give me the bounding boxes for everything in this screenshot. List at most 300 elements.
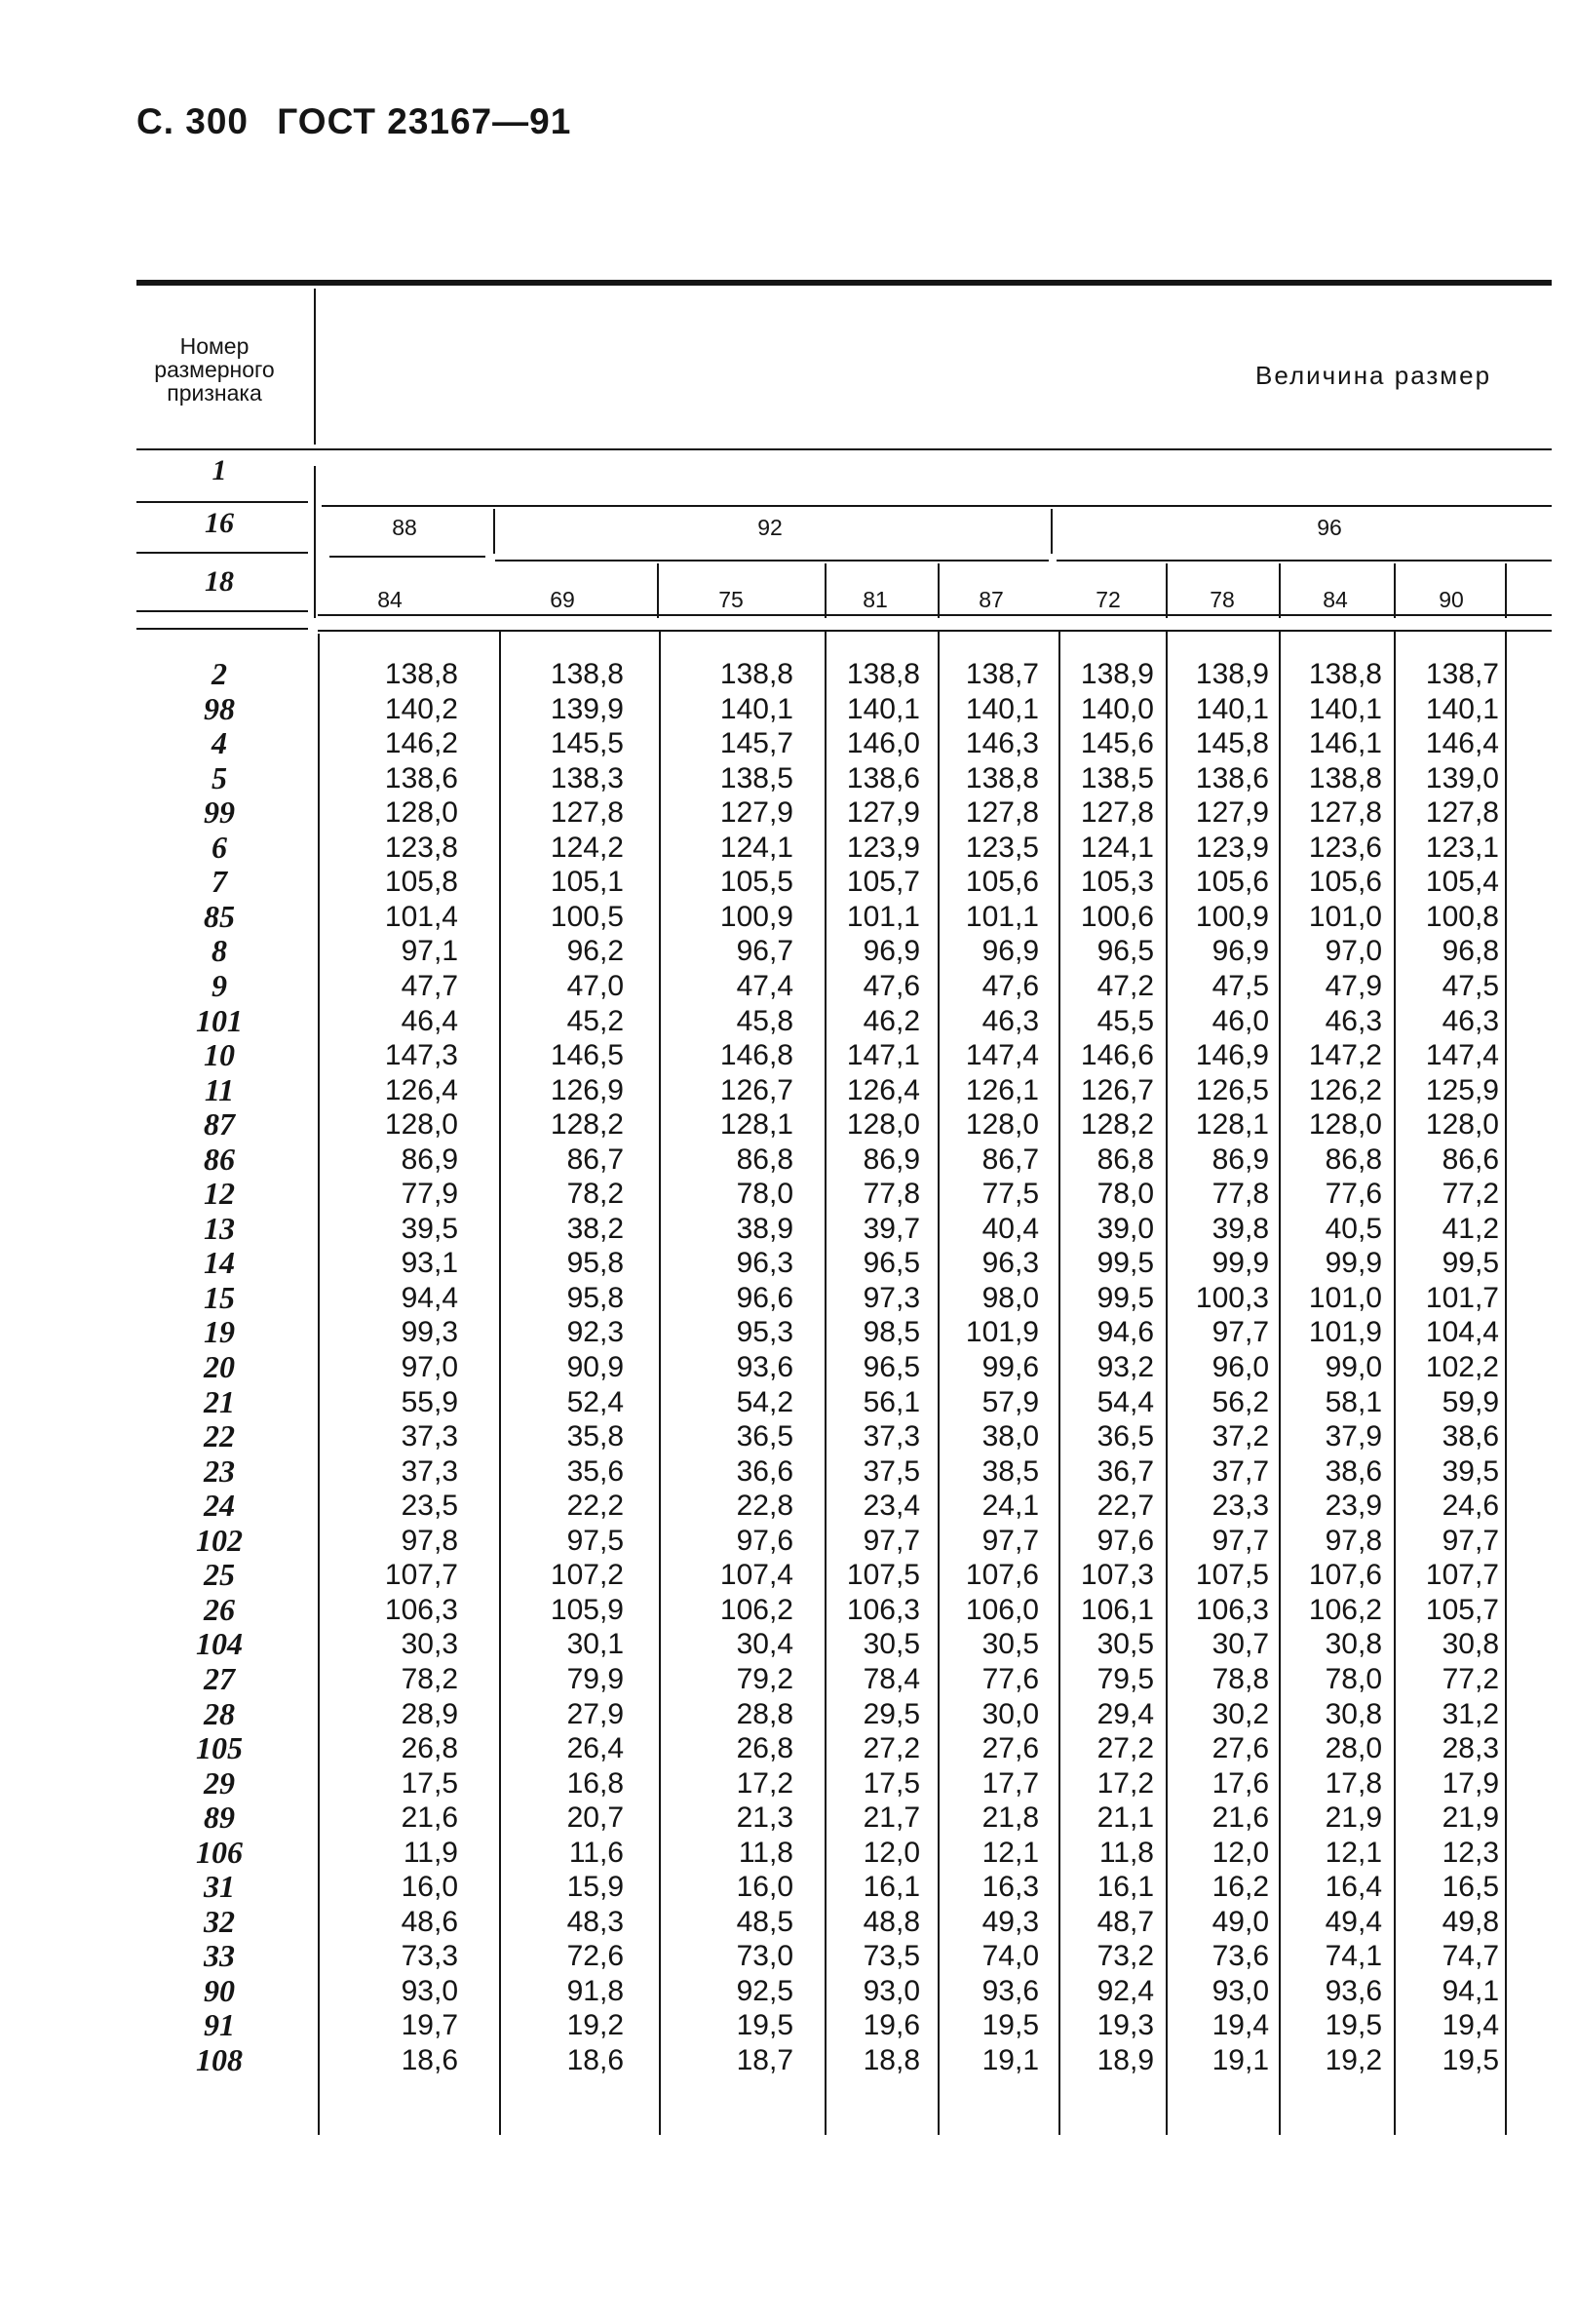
table-cell: 47,6	[981, 970, 1039, 1002]
table-cell: 29,5	[863, 1697, 920, 1730]
table-cell: 123,6	[1308, 831, 1382, 864]
table-cell: 104,4	[1425, 1316, 1499, 1349]
table-cell: 101,1	[846, 900, 920, 933]
table-cell: 127,8	[1308, 796, 1382, 830]
header-value: 84	[377, 587, 403, 612]
table-cell: 93,6	[981, 1974, 1039, 2007]
table-cell: 48,5	[736, 1905, 793, 1938]
table-cell: 21,7	[863, 1801, 920, 1835]
table-cell: 38,5	[981, 1454, 1039, 1488]
table-cell: 77,5	[981, 1178, 1039, 1211]
row-number: 98	[204, 690, 235, 726]
header-value: 72	[1096, 587, 1121, 612]
table-cell: 27,2	[863, 1732, 920, 1764]
table-cell: 96,6	[736, 1281, 793, 1314]
table-cell: 77,6	[1325, 1178, 1382, 1211]
table-cell: 86,7	[981, 1143, 1039, 1176]
table-cell: 97,0	[1325, 935, 1382, 968]
table-cell: 28,0	[1325, 1732, 1382, 1764]
row-number: 29	[204, 1764, 235, 1801]
table-cell: 96,2	[566, 935, 624, 968]
table-cell: 46,4	[401, 1004, 458, 1037]
table-cell: 124,1	[1080, 831, 1154, 864]
table-cell: 128,0	[1425, 1108, 1499, 1142]
table-cell: 99,9	[1212, 1247, 1269, 1280]
table-cell: 123,5	[965, 831, 1039, 864]
table-cell: 86,7	[566, 1143, 624, 1176]
table-cell: 37,2	[1212, 1420, 1269, 1453]
page-number: С. 300	[136, 101, 250, 141]
table-cell: 147,4	[965, 1039, 1039, 1071]
table-cell: 30,5	[1096, 1628, 1154, 1661]
table-cell: 100,9	[1195, 900, 1269, 933]
header-row-label: 18	[205, 565, 234, 598]
table-cell: 105,6	[1195, 866, 1269, 899]
table-cell: 96,7	[736, 935, 793, 968]
table-cell: 127,9	[1195, 796, 1269, 830]
row-number: 23	[204, 1452, 235, 1489]
table-cell: 30,5	[863, 1628, 920, 1661]
table-cell: 99,3	[401, 1316, 458, 1349]
table-cell: 105,6	[1308, 866, 1382, 899]
table-cell: 146,1	[1308, 727, 1382, 760]
table-cell: 95,8	[566, 1247, 624, 1280]
table-cell: 93,0	[1212, 1974, 1269, 2007]
table-cell: 105,1	[550, 866, 624, 899]
table-cell: 107,6	[965, 1559, 1039, 1592]
row-number: 22	[204, 1418, 235, 1454]
table-cell: 17,6	[1212, 1766, 1269, 1800]
table-cell: 97,0	[401, 1351, 458, 1383]
row-number: 90	[204, 1972, 235, 2008]
table-cell: 97,8	[1325, 1524, 1382, 1557]
table-cell: 19,6	[863, 2009, 920, 2042]
table-cell: 128,0	[384, 1108, 458, 1142]
table-cell: 126,2	[1308, 1073, 1382, 1106]
table-cell: 16,0	[401, 1871, 458, 1904]
column-divider	[1166, 630, 1168, 2135]
row-number: 25	[204, 1557, 235, 1593]
table-cell: 101,1	[965, 900, 1039, 933]
header-rule	[329, 556, 485, 558]
table-cell: 19,7	[401, 2009, 458, 2042]
table-cell: 77,8	[863, 1178, 920, 1211]
table-cell: 37,3	[401, 1420, 458, 1453]
table-cell: 95,3	[736, 1316, 793, 1349]
table-cell: 96,5	[863, 1351, 920, 1383]
table-cell: 138,3	[550, 761, 624, 794]
table-cell: 127,9	[719, 796, 793, 830]
table-cell: 123,8	[384, 831, 458, 864]
header-value: 75	[718, 587, 744, 612]
table-cell: 105,3	[1080, 866, 1154, 899]
table-cell: 86,9	[863, 1143, 920, 1176]
table-cell: 11,9	[403, 1836, 458, 1869]
table-cell: 97,7	[1442, 1524, 1499, 1557]
table-cell: 12,1	[981, 1836, 1039, 1869]
table-cell: 47,9	[1325, 970, 1382, 1002]
table-cell: 77,2	[1442, 1662, 1499, 1695]
header-value: 90	[1439, 587, 1464, 612]
table-cell: 97,1	[401, 935, 458, 968]
table-cell: 97,6	[736, 1524, 793, 1557]
table-cell: 38,2	[566, 1212, 624, 1245]
table-cell: 11,8	[1098, 1836, 1154, 1869]
column-divider	[825, 630, 827, 2135]
table-cell: 36,5	[1096, 1420, 1154, 1453]
table-cell: 146,9	[1195, 1039, 1269, 1071]
table-cell: 17,7	[981, 1766, 1039, 1800]
table-cell: 18,7	[736, 2044, 793, 2076]
table-cell: 97,7	[1212, 1524, 1269, 1557]
table-cell: 96,3	[981, 1247, 1039, 1280]
table-cell: 49,8	[1442, 1905, 1499, 1938]
table-cell: 105,6	[965, 866, 1039, 899]
row-number: 6	[212, 829, 227, 865]
row-number: 89	[204, 1800, 235, 1836]
column-divider	[825, 563, 827, 618]
table-cell: 16,0	[736, 1871, 793, 1904]
table-cell: 99,0	[1325, 1351, 1382, 1383]
header-value: 84	[1323, 587, 1348, 612]
table-cell: 23,3	[1212, 1490, 1269, 1523]
table-cell: 97,7	[863, 1524, 920, 1557]
table-cell: 128,0	[1308, 1108, 1382, 1142]
table-cell: 48,6	[401, 1905, 458, 1938]
table-cell: 145,7	[719, 727, 793, 760]
table-cell: 99,5	[1442, 1247, 1499, 1280]
table-cell: 19,3	[1096, 2009, 1154, 2042]
row-number: 99	[204, 794, 235, 831]
table-cell: 147,3	[384, 1039, 458, 1071]
row-number: 85	[204, 898, 235, 934]
row-number: 12	[204, 1176, 235, 1212]
table-cell: 77,2	[1442, 1178, 1499, 1211]
table-cell: 96,9	[863, 935, 920, 968]
table-cell: 23,5	[401, 1490, 458, 1523]
table-cell: 127,8	[1080, 796, 1154, 830]
table-cell: 48,3	[566, 1905, 624, 1938]
table-cell: 28,8	[736, 1697, 793, 1730]
stub-divider	[318, 634, 320, 2135]
row-number: 87	[204, 1106, 235, 1143]
table-cell: 94,6	[1096, 1316, 1154, 1349]
table-cell: 12,3	[1442, 1836, 1499, 1869]
table-cell: 138,8	[384, 658, 458, 690]
table-cell: 47,5	[1212, 970, 1269, 1002]
table-cell: 126,4	[846, 1073, 920, 1106]
table-cell: 107,7	[384, 1559, 458, 1592]
row-number: 15	[204, 1279, 235, 1315]
table-cell: 12,0	[863, 1836, 920, 1869]
table-cell: 107,6	[1308, 1559, 1382, 1592]
table-cell: 128,1	[719, 1108, 793, 1142]
table-cell: 123,9	[846, 831, 920, 864]
column-divider	[493, 509, 495, 554]
table-cell: 19,2	[566, 2009, 624, 2042]
table-cell: 78,0	[1325, 1662, 1382, 1695]
table-cell: 45,2	[566, 1004, 624, 1037]
header-value: 87	[979, 587, 1004, 612]
row-number: 10	[204, 1037, 235, 1072]
row-number: 104	[196, 1626, 243, 1662]
table-cell: 23,4	[863, 1490, 920, 1523]
table-cell: 49,4	[1325, 1905, 1382, 1938]
table-cell: 138,7	[1425, 658, 1499, 690]
header-rule	[495, 560, 1049, 562]
table-cell: 146,2	[384, 727, 458, 760]
table-cell: 128,0	[846, 1108, 920, 1142]
table-cell: 146,8	[719, 1039, 793, 1071]
table-cell: 31,2	[1442, 1697, 1499, 1730]
table-cell: 106,3	[1195, 1593, 1269, 1626]
table-cell: 56,2	[1212, 1385, 1269, 1418]
table-cell: 125,9	[1425, 1073, 1499, 1106]
table-cell: 29,4	[1096, 1697, 1154, 1730]
page-header	[136, 101, 589, 142]
table-cell: 47,0	[566, 970, 624, 1002]
table-cell: 16,8	[566, 1766, 624, 1800]
table-cell: 97,6	[1096, 1524, 1154, 1557]
row-number: 32	[204, 1903, 235, 1939]
table-cell: 26,8	[401, 1732, 458, 1764]
table-cell: 37,7	[1212, 1454, 1269, 1488]
row-number: 105	[196, 1730, 243, 1765]
table-cell: 39,8	[1212, 1212, 1269, 1245]
table-cell: 16,3	[981, 1871, 1039, 1904]
table-cell: 140,1	[1308, 692, 1382, 725]
row-number: 26	[204, 1591, 235, 1627]
body-rule	[136, 628, 308, 630]
table-cell: 106,1	[1080, 1593, 1154, 1626]
table-cell: 26,8	[736, 1732, 793, 1764]
table-cell: 146,5	[550, 1039, 624, 1071]
table-cell: 99,5	[1096, 1281, 1154, 1314]
table-cell: 86,6	[1442, 1143, 1499, 1176]
table-cell: 105,5	[719, 866, 793, 899]
table-cell: 52,4	[566, 1385, 624, 1418]
table-cell: 54,2	[736, 1385, 793, 1418]
table-cell: 11,6	[568, 1836, 624, 1869]
row-number: 14	[204, 1245, 235, 1281]
table-cell: 36,7	[1096, 1454, 1154, 1488]
table-cell: 124,1	[719, 831, 793, 864]
table-cell: 22,2	[566, 1490, 624, 1523]
table-cell: 19,2	[1325, 2044, 1382, 2076]
table-cell: 19,1	[1212, 2044, 1269, 2076]
table-cell: 101,0	[1308, 1281, 1382, 1314]
table-cell: 30,4	[736, 1628, 793, 1661]
table-cell: 138,5	[1080, 761, 1154, 794]
table-cell: 30,8	[1442, 1628, 1499, 1661]
table-cell: 100,3	[1195, 1281, 1269, 1314]
table-cell: 15,9	[566, 1871, 624, 1904]
table-cell: 11,8	[738, 1836, 793, 1869]
table-cell: 49,0	[1212, 1905, 1269, 1938]
table-cell: 96,5	[863, 1247, 920, 1280]
table-cell: 56,1	[863, 1385, 920, 1418]
table-cell: 96,9	[1212, 935, 1269, 968]
table-cell: 30,8	[1325, 1628, 1382, 1661]
table-cell: 19,4	[1212, 2009, 1269, 2042]
table-cell: 99,6	[981, 1351, 1039, 1383]
table-cell: 77,6	[981, 1662, 1039, 1695]
table-cell: 106,3	[846, 1593, 920, 1626]
table-cell: 37,9	[1325, 1420, 1382, 1453]
table-cell: 101,0	[1308, 900, 1382, 933]
table-cell: 47,5	[1442, 970, 1499, 1002]
table-cell: 97,7	[1212, 1316, 1269, 1349]
table-cell: 59,9	[1442, 1385, 1499, 1418]
table-cell: 126,9	[550, 1073, 624, 1106]
standard-title: ГОСТ 23167—91	[277, 101, 572, 141]
table-cell: 126,7	[1080, 1073, 1154, 1106]
table-cell: 93,6	[736, 1351, 793, 1383]
table-cell: 78,2	[566, 1178, 624, 1211]
table-cell: 27,2	[1096, 1732, 1154, 1764]
header-value: 69	[550, 587, 575, 612]
table-cell: 128,2	[1080, 1108, 1154, 1142]
table-cell: 107,5	[846, 1559, 920, 1592]
table-cell: 73,6	[1212, 1940, 1269, 1973]
table-cell: 99,5	[1096, 1247, 1154, 1280]
table-cell: 147,4	[1425, 1039, 1499, 1071]
table-cell: 128,2	[550, 1108, 624, 1142]
table-cell: 41,2	[1442, 1212, 1499, 1245]
table-cell: 24,1	[981, 1490, 1039, 1523]
table-cell: 37,3	[863, 1420, 920, 1453]
table-cell: 97,5	[566, 1524, 624, 1557]
table-cell: 86,8	[1096, 1143, 1154, 1176]
table-cell: 93,0	[401, 1974, 458, 2007]
table-cell: 127,8	[1425, 796, 1499, 830]
column-divider	[1279, 630, 1281, 2135]
table-cell: 18,9	[1096, 2044, 1154, 2076]
table-cell: 19,5	[1325, 2009, 1382, 2042]
row-number: 91	[204, 2007, 235, 2043]
table-cell: 30,2	[1212, 1697, 1269, 1730]
header-rule	[322, 505, 1552, 507]
header-value: 78	[1210, 587, 1235, 612]
table-cell: 73,5	[863, 1940, 920, 1973]
table-cell: 146,0	[846, 727, 920, 760]
table-cell: 123,1	[1425, 831, 1499, 864]
header-rule	[136, 501, 308, 503]
table-cell: 78,0	[1096, 1178, 1154, 1211]
table-cell: 36,5	[736, 1420, 793, 1453]
table-cell: 101,9	[965, 1316, 1039, 1349]
table-cell: 12,0	[1212, 1836, 1269, 1869]
table-cell: 107,2	[550, 1559, 624, 1592]
table-cell: 86,8	[1325, 1143, 1382, 1176]
table-cell: 55,9	[401, 1385, 458, 1418]
table-cell: 86,9	[401, 1143, 458, 1176]
table-cell: 107,3	[1080, 1559, 1154, 1592]
table-cell: 147,1	[846, 1039, 920, 1071]
row-number: 102	[196, 1522, 243, 1558]
table-cell: 126,5	[1195, 1073, 1269, 1106]
table-cell: 21,3	[736, 1801, 793, 1835]
table-cell: 93,2	[1096, 1351, 1154, 1383]
table-cell: 74,0	[981, 1940, 1039, 1973]
column-divider	[659, 630, 661, 2135]
header-value: 81	[863, 587, 888, 612]
table-cell: 146,3	[965, 727, 1039, 760]
table-cell: 128,1	[1195, 1108, 1269, 1142]
table-cell: 145,6	[1080, 727, 1154, 760]
table-cell: 123,9	[1195, 831, 1269, 864]
table-cell: 138,8	[965, 761, 1039, 794]
table-cell: 28,9	[401, 1697, 458, 1730]
table-cell: 77,8	[1212, 1178, 1269, 1211]
table-cell: 17,2	[736, 1766, 793, 1800]
table-cell: 90,9	[566, 1351, 624, 1383]
table-cell: 46,3	[1442, 1004, 1499, 1037]
table-cell: 47,7	[401, 970, 458, 1002]
table-cell: 105,7	[846, 866, 920, 899]
table-cell: 37,5	[863, 1454, 920, 1488]
table-cell: 17,9	[1442, 1766, 1499, 1800]
column-divider	[1058, 630, 1060, 2135]
table-cell: 97,8	[401, 1524, 458, 1557]
column-divider	[1505, 630, 1507, 2135]
row-number: 5	[212, 759, 227, 795]
table-cell: 107,7	[1425, 1559, 1499, 1592]
table-cell: 140,1	[719, 692, 793, 725]
table-cell: 106,2	[1308, 1593, 1382, 1626]
table-cell: 73,0	[736, 1940, 793, 1973]
table-cell: 35,8	[566, 1420, 624, 1453]
table-cell: 49,3	[981, 1905, 1039, 1938]
table-cell: 98,5	[863, 1316, 920, 1349]
table-cell: 106,0	[965, 1593, 1039, 1626]
row-number: 20	[204, 1349, 235, 1384]
table-cell: 140,1	[965, 692, 1039, 725]
table-cell: 39,5	[1442, 1454, 1499, 1488]
table-cell: 127,8	[550, 796, 624, 830]
stub-header: Номер размерного признака	[154, 333, 275, 406]
table-cell: 19,5	[1442, 2044, 1499, 2076]
header-rule	[136, 552, 308, 554]
table-cell: 74,7	[1442, 1940, 1499, 1973]
row-number: 13	[204, 1210, 235, 1246]
table-cell: 21,6	[1212, 1801, 1269, 1835]
table-cell: 138,8	[1308, 658, 1382, 690]
table-cell: 16,2	[1212, 1871, 1269, 1904]
column-divider	[1051, 509, 1053, 554]
table-cell: 145,8	[1195, 727, 1269, 760]
table-cell: 94,4	[401, 1281, 458, 1314]
table-cell: 140,1	[1195, 692, 1269, 725]
table-cell: 19,4	[1442, 2009, 1499, 2042]
table-cell: 138,7	[965, 658, 1039, 690]
body-rule	[318, 630, 1552, 632]
header-value: 88	[392, 515, 417, 540]
table-cell: 106,3	[384, 1593, 458, 1626]
table-cell: 97,3	[863, 1281, 920, 1314]
table-cell: 98,0	[981, 1281, 1039, 1314]
table-cell: 140,2	[384, 692, 458, 725]
table-cell: 36,6	[736, 1454, 793, 1488]
table-cell: 100,6	[1080, 900, 1154, 933]
column-divider	[1394, 630, 1396, 2135]
table-cell: 138,9	[1195, 658, 1269, 690]
table-cell: 107,4	[719, 1559, 793, 1592]
row-number: 101	[196, 1002, 243, 1038]
table-cell: 140,1	[1425, 692, 1499, 725]
row-number: 7	[212, 864, 227, 900]
column-divider	[938, 563, 940, 618]
